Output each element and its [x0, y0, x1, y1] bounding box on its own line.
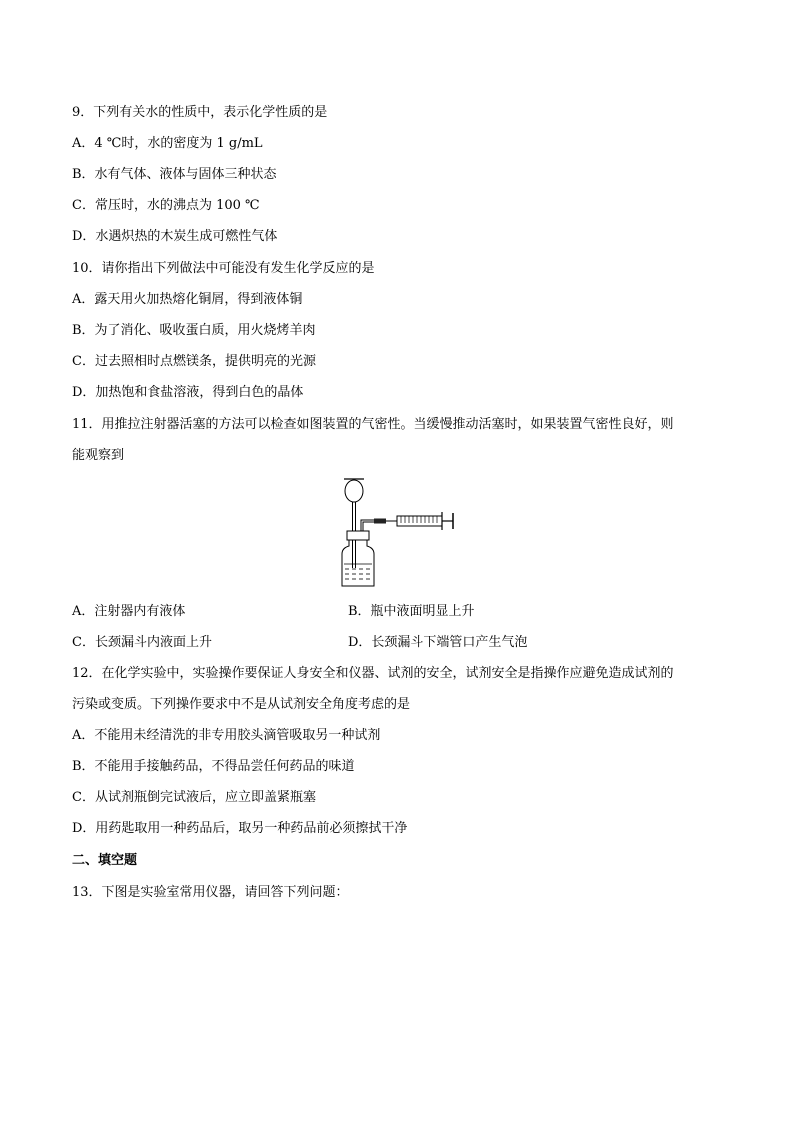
rubber-connector — [374, 519, 386, 524]
syringe-barrel — [397, 516, 442, 526]
q9-option-c: C．常压时，水的沸点为 100 ℃ — [72, 198, 260, 213]
q9-option-d: D．水遇炽热的木炭生成可燃性气体 — [72, 229, 278, 244]
q12-option-b: B．不能用手接触药品，不得品尝任何药品的味道 — [72, 759, 355, 774]
q9-option-a: A．4 ℃时，水的密度为 1 g/mL — [72, 136, 263, 151]
q11-stem-line1: 11．用推拉注射器活塞的方法可以检查如图装置的气密性。当缓慢推动活塞时，如果装置气密性良好，则 — [72, 417, 674, 432]
bottle-stopper — [347, 531, 369, 540]
bottle-liquid — [344, 564, 372, 579]
q11-option-d: D．长颈漏斗下端管口产生气泡 — [348, 635, 528, 650]
q11-option-b: B．瓶中液面明显上升 — [348, 604, 475, 619]
q11-option-a: A．注射器内有液体 — [72, 604, 186, 619]
q9-stem: 9．下列有关水的性质中，表示化学性质的是 — [72, 105, 328, 120]
q10-option-b: B．为了消化、吸收蛋白质，用火烧烤羊肉 — [72, 323, 316, 338]
q10-option-c: C．过去照相时点燃镁条，提供明亮的光源 — [72, 354, 316, 369]
funnel-bulb — [345, 480, 363, 502]
q12-stem-line2: 污染或变质。下列操作要求中不是从试剂安全角度考虑的是 — [72, 697, 411, 712]
q10-stem: 10．请你指出下列做法中可能没有发生化学反应的是 — [72, 261, 375, 276]
q13-stem: 13．下图是实验室常用仪器，请回答下列问题： — [72, 885, 349, 900]
q11-stem-line2: 能观察到 — [72, 448, 125, 463]
q12-stem-line1: 12．在化学实验中，实验操作要保证人身安全和仪器、试剂的安全，试剂安全是指操作应避免造成试剂的 — [72, 666, 674, 681]
q10-option-a: A．露天用火加热熔化铜屑，得到液体铜 — [72, 292, 303, 307]
section-title-fill-in-blank: 二、填空题 — [72, 853, 138, 868]
q9-option-b: B．水有气体、液体与固体三种状态 — [72, 167, 277, 182]
q11-option-c: C．长颈漏斗内液面上升 — [72, 635, 212, 650]
q10-option-d: D．加热饱和食盐溶液，得到白色的晶体 — [72, 385, 304, 400]
gas-tightness-apparatus-figure — [330, 473, 460, 591]
q12-option-c: C．从试剂瓶倒完试液后，应立即盖紧瓶塞 — [72, 790, 316, 805]
q12-option-a: A．不能用未经清洗的非专用胶头滴管吸取另一种试剂 — [72, 728, 381, 743]
q12-option-d: D．用药匙取用一种药品后，取另一种药品前必须擦拭干净 — [72, 821, 408, 836]
